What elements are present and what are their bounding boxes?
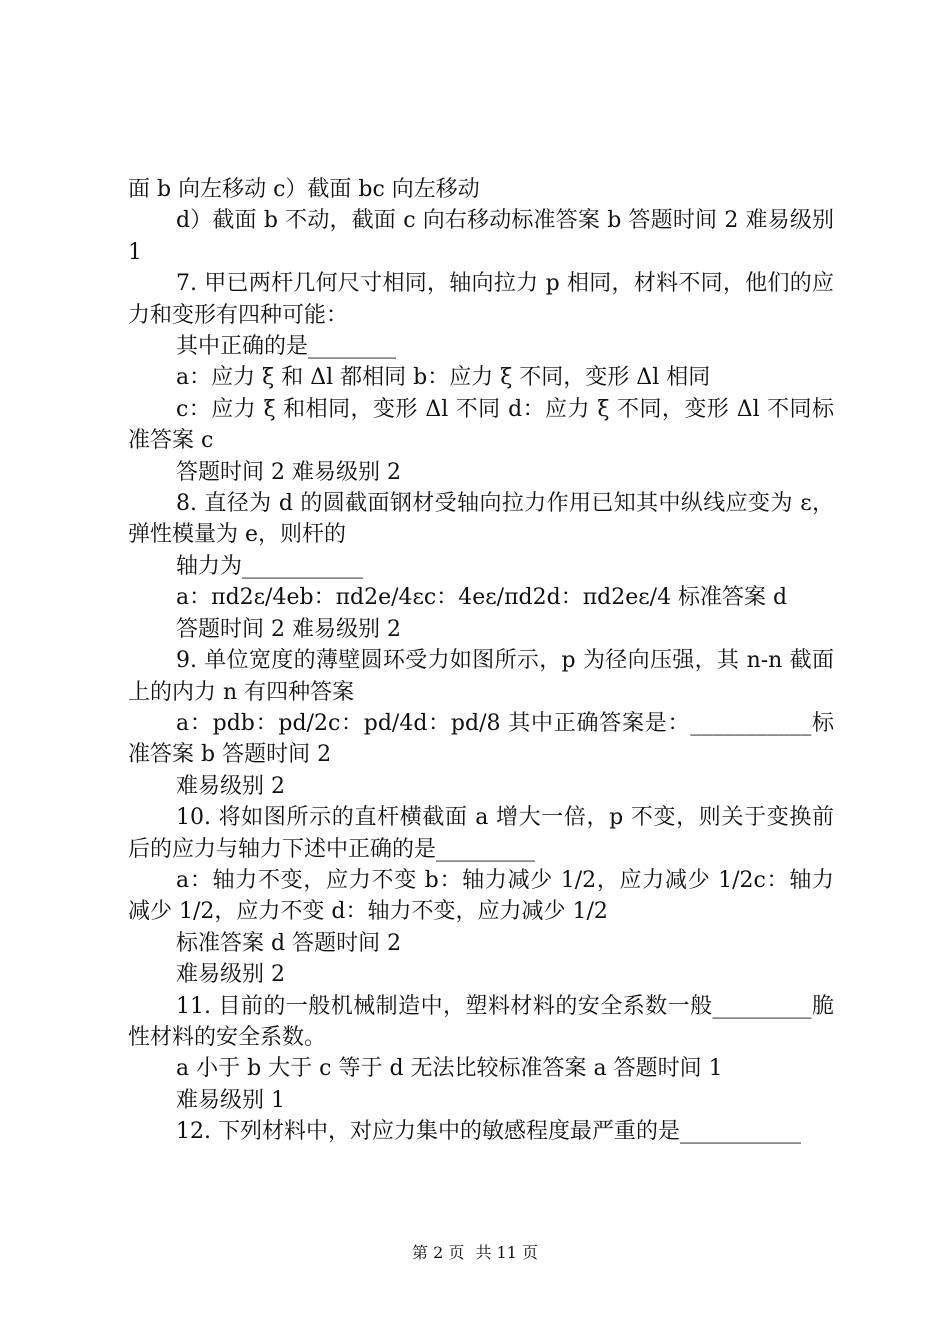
paragraph: 答题时间 2 难易级别 2 (176, 616, 401, 642)
paragraph: c：应力 ξ 和相同，变形 Δl 不同 d：应力 ξ 不同，变形 Δl 不同标准答案 c (128, 396, 834, 454)
paragraph: a：πd2ε/4eb：πd2e/4εc：4eε/πd2d：πd2eε/4 标准答案 d (176, 585, 788, 611)
paragraph: 难易级别 1 (176, 1087, 285, 1113)
paragraph: 8. 直径为 d 的圆截面钢材受轴向拉力作用已知其中纵线应变为 ε，弹性模量为 e，则杆的 (128, 491, 834, 548)
paragraph: a 小于 b 大于 c 等于 d 无法比较标准答案 a 答题时间 1 (176, 1056, 723, 1082)
paragraph: 面 b 向左移动 c）截面 bc 向左移动 (128, 177, 480, 202)
paragraph: 标准答案 d 答题时间 2 (176, 930, 402, 956)
paragraph: 其中正确的是________ (176, 334, 397, 360)
paragraph: 轴力为___________ (176, 553, 364, 579)
paragraph: 10. 将如图所示的直杆横截面 a 增大一倍，p 不变，则关于变换前后的应力与轴力下述中正确的是_________ (128, 805, 834, 862)
paragraph: 9. 单位宽度的薄壁圆环受力如图所示，p 为径向压强，其 n-n 截面上的内力 n 有四种答案 (128, 648, 834, 705)
paragraph: a：应力 ξ 和 Δl 都相同 b：应力 ξ 不同，变形 Δl 相同 (176, 365, 711, 391)
page-footer (0, 1240, 950, 1263)
paragraph: a：pdb：pd/2c：pd/4d：pd/8 其中正确答案是：___________标准答案 b 答题时间 2 (128, 710, 834, 768)
page-number: 第 2 页 (412, 1243, 465, 1262)
paragraph: 11. 目前的一般机械制造中，塑料材料的安全系数一般_________脆性材料的安全系数。 (128, 993, 834, 1050)
paragraph: 答题时间 2 难易级别 2 (176, 459, 401, 485)
paragraph: 12. 下列材料中，对应力集中的敏感程度最严重的是___________ (176, 1119, 801, 1145)
paragraph: 7. 甲已两杆几何尺寸相同，轴向拉力 p 相同，材料不同，他们的应力和变形有四种可能： (128, 271, 834, 328)
page-total: 共 11 页 (475, 1243, 538, 1262)
paragraph: 难易级别 2 (176, 962, 285, 988)
paragraph: d）截面 b 不动，截面 c 向右移动标准答案 b 答题时间 2 难易级别 1 (128, 208, 834, 265)
paragraph: a：轴力不变，应力不变 b：轴力减少 1/2，应力减少 1/2c：轴力减少 1/2，应力不变 d：轴力不变，应力减少 1/2 (128, 867, 834, 925)
document-body (128, 174, 834, 1148)
paragraph: 难易级别 2 (176, 773, 285, 799)
